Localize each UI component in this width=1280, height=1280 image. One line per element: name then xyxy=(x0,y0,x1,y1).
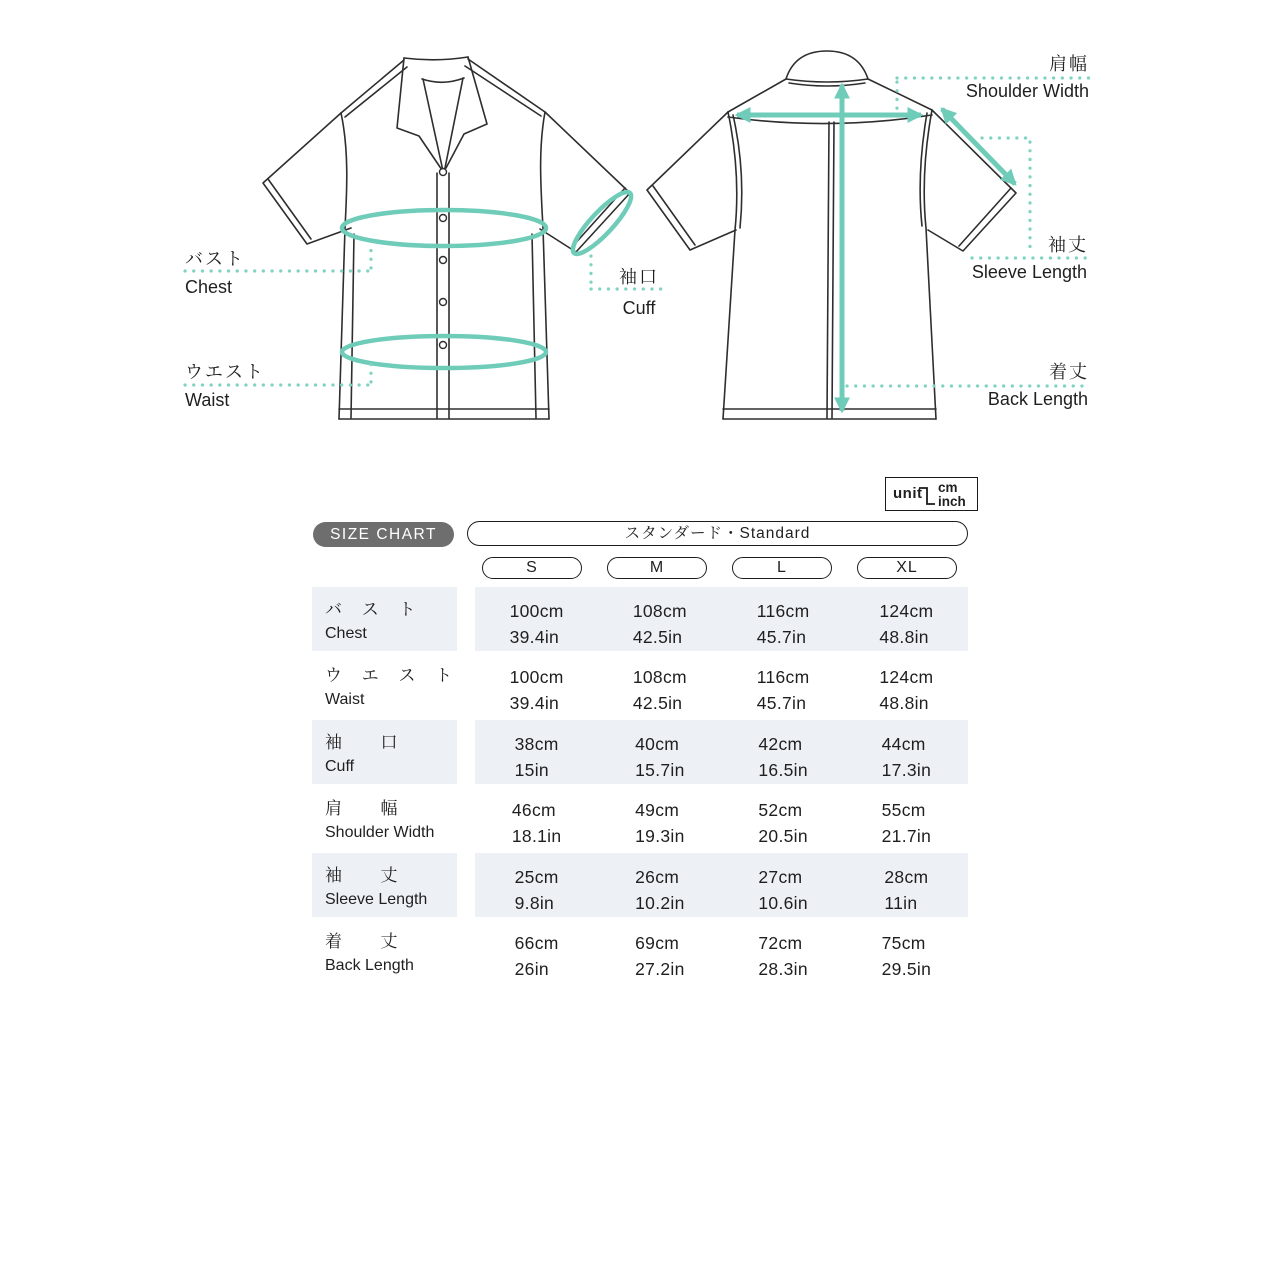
row-label: 袖 丈 Sleeve Length xyxy=(312,853,457,917)
row-values: 25cm 9.8in 26cm 10.2in 27cm 10.6in 28cm 11in xyxy=(475,853,968,917)
unit-cm-label: cm xyxy=(938,480,958,495)
row-values: 100cm 39.4in 108cm 42.5in 116cm 45.7in 124cm 48.8in xyxy=(509,667,934,713)
waist-label-en: Waist xyxy=(185,390,230,410)
size-header-s: S xyxy=(482,557,582,579)
waist-label-ja: ウエスト xyxy=(185,362,265,382)
size-header-m: M xyxy=(607,557,707,579)
fit-column-group-header: スタンダード・Standard xyxy=(467,521,968,546)
size-header-l: L xyxy=(732,557,832,579)
waist-ellipse-marker xyxy=(342,336,546,368)
measurement-markers xyxy=(342,85,1015,411)
row-values: 100cm 39.4in 108cm 42.5in 116cm 45.7in 124cm 48.8in xyxy=(475,587,968,651)
row-label: 着 丈 Back Length xyxy=(325,932,414,974)
row-label: 肩 幅 Shoulder Width xyxy=(325,799,435,841)
table-row-cuff xyxy=(0,720,1280,786)
unit-label: unit xyxy=(893,485,923,502)
sleeve-length-label-en: Sleeve Length xyxy=(971,262,1087,282)
row-label: 袖 口 Cuff xyxy=(312,720,457,784)
row-label: ウ エ ス ト Waist xyxy=(325,666,454,708)
back-length-label-en: Back Length xyxy=(987,389,1088,409)
row-label: バ ス ト Chest xyxy=(312,587,457,651)
table-row-sleeve-length xyxy=(0,853,1280,919)
sleeve-length-label-ja: 袖丈 xyxy=(1048,235,1088,255)
back-length-label-ja: 着丈 xyxy=(1049,362,1089,382)
size-chart-title: SIZE CHART xyxy=(313,522,454,547)
unit-inch-label: inch xyxy=(938,494,966,509)
chest-label-en: Chest xyxy=(185,277,233,297)
table-row-shoulder-width xyxy=(0,786,1280,852)
chest-label-ja: バスト xyxy=(185,249,245,269)
shoulder-width-label-ja: 肩幅 xyxy=(1049,54,1089,74)
size-header-xl: XL xyxy=(857,557,957,579)
table-row-waist xyxy=(0,653,1280,719)
cuff-label-en: Cuff xyxy=(622,298,656,318)
shoulder-width-label-en: Shoulder Width xyxy=(965,81,1089,101)
table-row-back-length xyxy=(0,919,1280,985)
row-values: 38cm 15in 40cm 15.7in 42cm 16.5in 44cm 17.3in xyxy=(475,720,968,784)
row-values: 46cm 18.1in 49cm 19.3in 52cm 20.5in 55cm 21.7in xyxy=(511,800,932,846)
row-values: 66cm 26in 69cm 27.2in 72cm 28.3in 75cm 29.5in xyxy=(514,933,932,979)
sleeve-length-arrow xyxy=(942,109,1015,184)
unit-legend-box xyxy=(885,477,978,511)
table-row-chest xyxy=(0,587,1280,653)
cuff-label-ja: 袖口 xyxy=(619,267,659,287)
back-shirt-drawing xyxy=(647,51,1016,419)
